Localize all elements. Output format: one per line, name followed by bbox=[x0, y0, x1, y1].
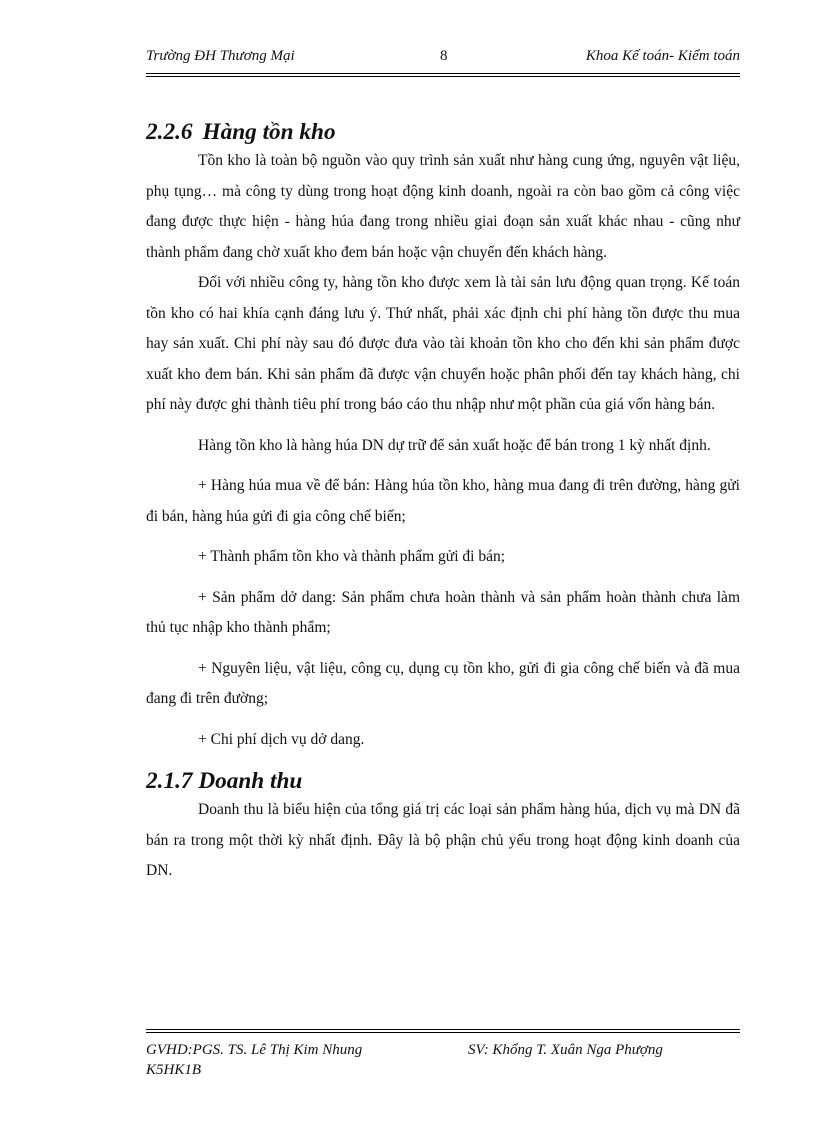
footer-advisor: GVHD:PGS. TS. Lê Thị Kim Nhung bbox=[146, 1042, 363, 1058]
paragraph: Hàng tồn kho là hàng húa DN dự trữ để sản xuất hoặc để bán trong 1 kỳ nhất định. bbox=[198, 436, 711, 454]
section-heading-inventory bbox=[146, 118, 740, 146]
paragraph: Doanh thu là biểu hiện của tổng giá trị các loại sản phẩm hàng húa, dịch vụ mà DN đã bán ra trong một thời kỳ nhất định. Đây là bộ phận chủ yếu trong hoạt động kinh doanh của DN. bbox=[146, 801, 740, 879]
footer-divider bbox=[146, 1029, 740, 1033]
list-item: + Chi phí dịch vụ dở dang. bbox=[198, 730, 365, 748]
footer-student: SV: Khổng T. Xuân Nga Phượng bbox=[468, 1042, 663, 1058]
header-faculty: Khoa Kế toán- Kiểm toán bbox=[585, 48, 740, 64]
document-body bbox=[146, 118, 740, 887]
footer-class-code: K5HK1B bbox=[146, 1062, 202, 1078]
list-item: + Sản phẩm dở dang: Sản phẩm chưa hoàn thành và sản phẩm hoàn thành chưa làm thủ tục nhập kho thành phẩm; bbox=[146, 588, 740, 636]
section-heading-revenue: 2.1.7 Doanh thu bbox=[146, 768, 303, 794]
section-title: Hàng tồn kho bbox=[202, 119, 336, 145]
header-page-number: 8 bbox=[440, 48, 448, 64]
paragraph: Tồn kho là toàn bộ nguồn vào quy trình sản xuất như hàng cung ứng, nguyên vật liệu, phụ tụng… mà công ty dùng trong hoạt động kinh doanh, ngoài ra còn bao gồm cả công việc đang được thực hiện - hàng húa đang trong nhiều giai đoạn sản xuất khác nhau - cũng như thành phẩm đang chờ xuất kho đem bán hoặc vận chuyển đến khách hàng. bbox=[146, 152, 740, 261]
header-divider bbox=[146, 73, 740, 77]
paragraph: Đối với nhiều công ty, hàng tồn kho được xem là tài sản lưu động quan trọng. Kế toán tồn kho có hai khía cạnh đáng lưu ý. Thứ nhất, phải xác định chi phí hàng tồn được thu mua hay sản xuất. Chi phí này sau đó được đưa vào tài khoản tồn kho cho đến khi sản phẩm được xuất kho đem bán. Khi sản phẩm đã được vận chuyển hoặc phân phối đến tay khách hàng, chi phí này được ghi thành tiêu phí trong báo cáo thu nhập như một phần của giá vốn hàng bán. bbox=[146, 274, 740, 413]
page-header bbox=[146, 48, 740, 70]
header-university: Trường ĐH Thương Mại bbox=[146, 48, 295, 64]
list-item: + Thành phẩm tồn kho và thành phẩm gửi đi bán; bbox=[198, 548, 506, 565]
list-item: + Hàng húa mua về để bán: Hàng húa tồn kho, hàng mua đang đi trên đường, hàng gửi đi bán, hàng húa gửi đi gia công chế biến; bbox=[146, 477, 740, 525]
list-item: + Nguyên liệu, vật liệu, công cụ, dụng cụ tồn kho, gửi đi gia công chế biến và đã mua đang đi trên đường; bbox=[146, 659, 740, 707]
section-number: 2.2.6 bbox=[146, 119, 193, 145]
